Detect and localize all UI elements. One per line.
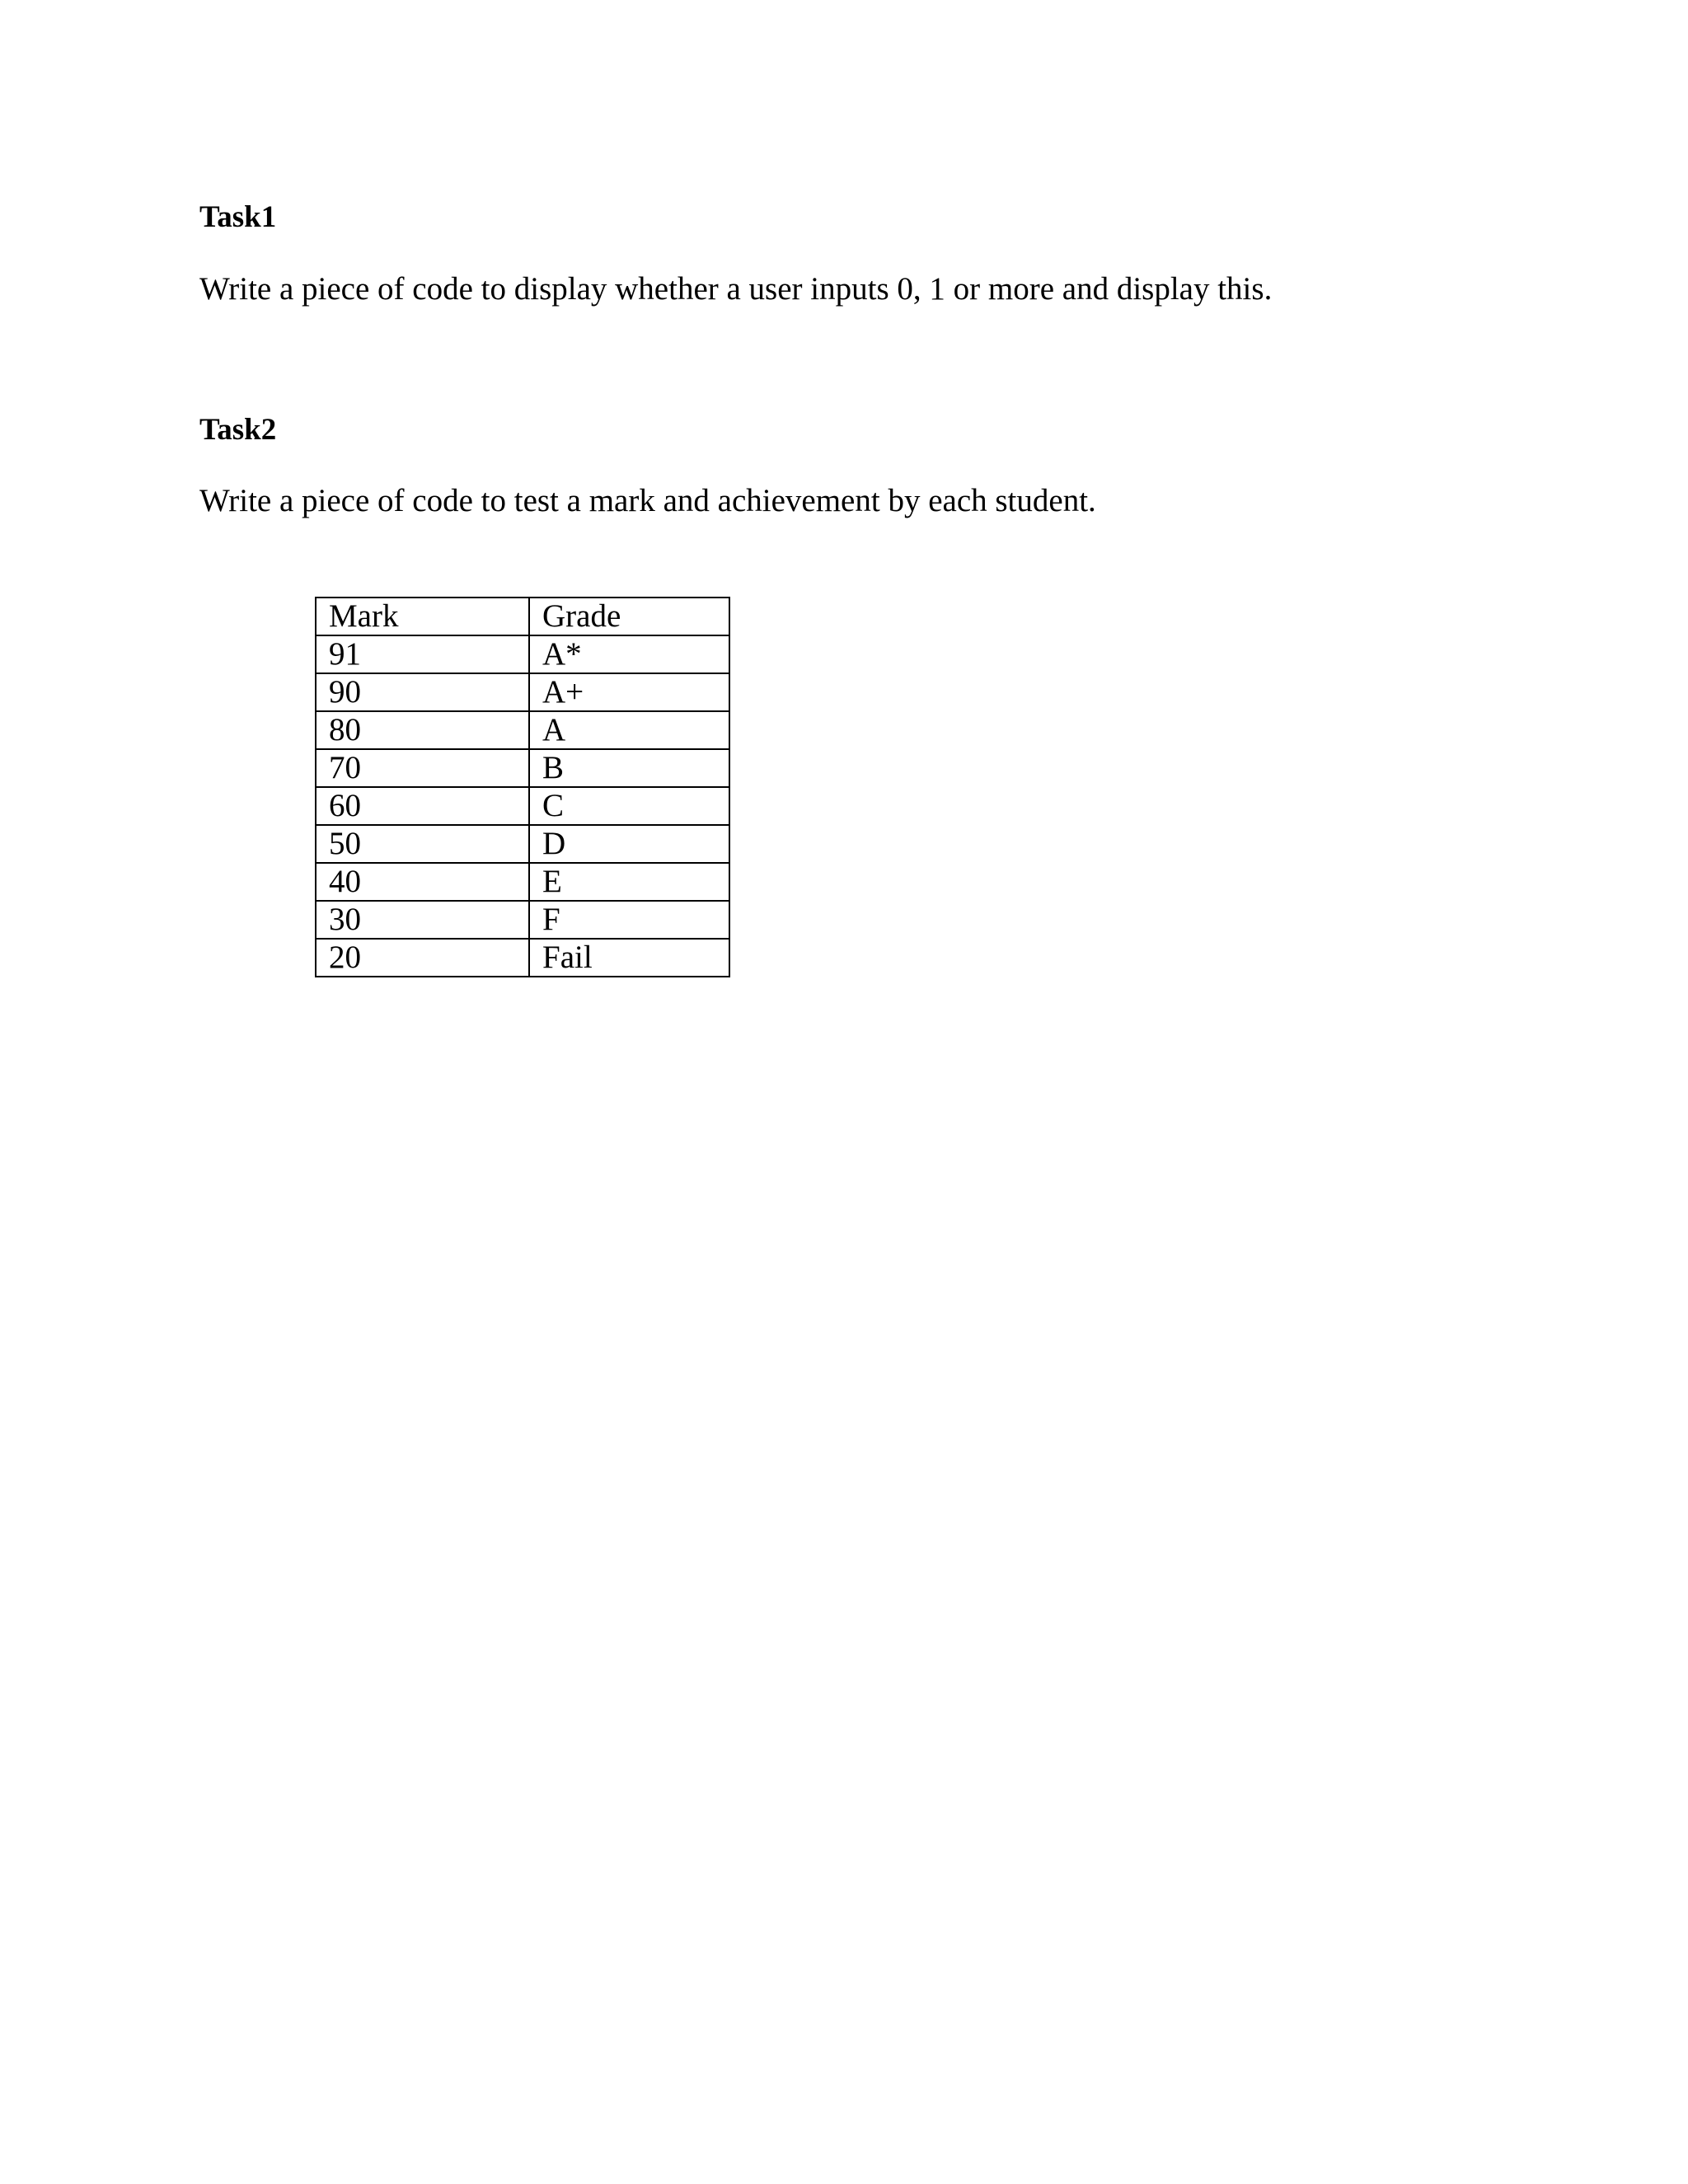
task1-description: Write a piece of code to display whether a user inputs 0, 1 or more and display this. [199,271,1273,307]
task2-heading: Task2 [199,413,277,447]
mark-cell: 91 [316,635,529,673]
grade-cell: F [529,901,729,939]
mark-cell: 70 [316,749,529,787]
grade-cell: B [529,749,729,787]
mark-cell: 50 [316,825,529,863]
task2-description: Write a piece of code to test a mark and achievement by each student. [199,483,1096,518]
table-row [316,901,729,939]
mark-cell: 90 [316,673,529,711]
grade-cell: D [529,825,729,863]
table-row [316,749,729,787]
table-row [316,711,729,749]
table-header-row [316,598,729,635]
grade-cell: C [529,787,729,825]
header-grade: Grade [529,598,729,635]
mark-cell: 60 [316,787,529,825]
table-row [316,939,729,977]
mark-cell: 80 [316,711,529,749]
grade-cell: A [529,711,729,749]
grade-cell: Fail [529,939,729,977]
table-row [316,787,729,825]
task1-heading: Task1 [199,200,277,234]
grade-cell: A+ [529,673,729,711]
grade-table [315,597,730,977]
table-row [316,863,729,901]
table-row [316,635,729,673]
table-row [316,825,729,863]
header-mark: Mark [316,598,529,635]
mark-cell: 40 [316,863,529,901]
mark-cell: 20 [316,939,529,977]
table-row [316,673,729,711]
mark-cell: 30 [316,901,529,939]
grade-cell: A* [529,635,729,673]
grade-cell: E [529,863,729,901]
